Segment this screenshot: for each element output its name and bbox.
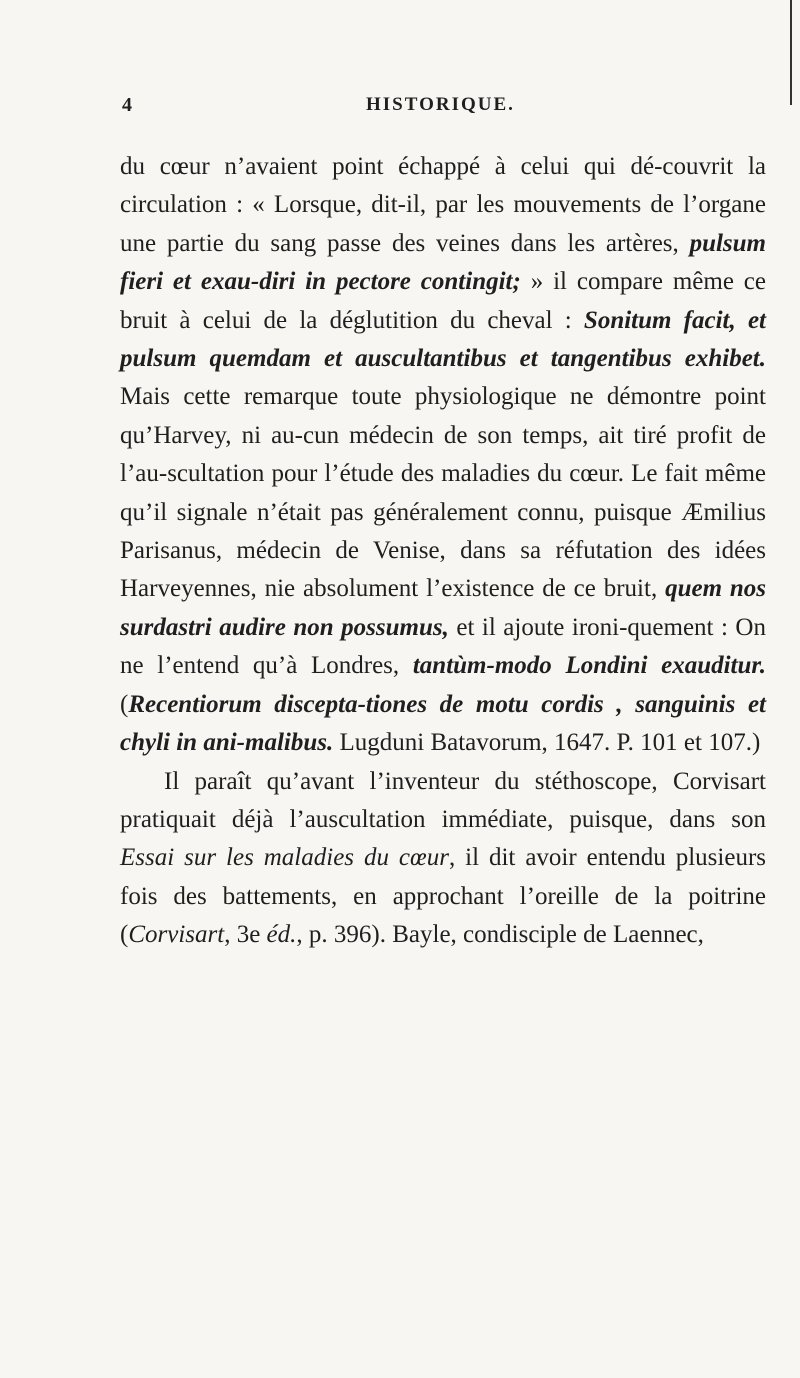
- page-number: 4: [122, 94, 133, 116]
- p1-segment-4: Sonitum facit, et pulsum quemdam et auscultantibus et tangentibus exhibet.: [120, 306, 766, 373]
- paragraph-2: [120, 763, 766, 955]
- p2-segment-1: Il paraît qu’avant l’inventeur du stéthoscope, Corvisart pratiquait déjà l’auscultation immédiate, puisque, dans son: [120, 767, 766, 833]
- p1-segment-7: et il ajoute ironi-quement : On ne l’entend qu’à Londres,: [120, 613, 766, 680]
- p2-segment-3: , il dit avoir entendu plusieurs fois des battements, en approchant l’oreille de la poitrine (: [120, 844, 766, 949]
- page-header: [122, 94, 742, 128]
- p1-segment-6: quem nos surdastri audire non possumus,: [120, 575, 766, 641]
- p1-segment-2: pulsum fieri et exau-diri in pectore contingit;: [120, 229, 766, 296]
- p1-segment-9: (: [120, 690, 129, 718]
- p1-segment-5: Mais cette remarque toute physiologique ne démontre point qu’Harvey, ni au-cun médecin de son temps, ait tiré profit de l’au-scultation pour l’étude des maladies du cœur. Le fait même qu’il signale n’était pas généralement connu, puisque Æmilius Parisanus, médecin de Venise, dans sa réfutation des idées Harveyennes, nie absolument l’existence de ce bruit,: [120, 383, 766, 603]
- page-edge-line: [790, 0, 792, 105]
- p1-segment-3: » il compare même ce bruit à celui de la déglutition du cheval :: [120, 268, 766, 334]
- running-head: HISTORIQUE.: [366, 94, 515, 115]
- p2-segment-2: Essai sur les maladies du cœur: [120, 844, 449, 872]
- p1-segment-1: du cœur n’avaient point échappé à celui qui dé-couvrit la circulation : « Lorsque, dit-il, par les mouvements de l’organe une partie du sang passe des veines dans les artères,: [120, 153, 766, 257]
- p2-segment-4: Corvisart: [128, 921, 225, 949]
- paragraph-1: [120, 148, 766, 763]
- p2-segment-5: , 3e: [224, 921, 267, 949]
- p1-segment-11: Lugduni Batavorum, 1647. P. 101 et 107.): [333, 729, 761, 757]
- p2-segment-6: éd.: [266, 921, 297, 949]
- p1-segment-10: Recentiorum discepta-tiones de motu cordis , sanguinis et chyli in ani-malibus.: [120, 690, 766, 757]
- p1-segment-8: tantùm-modo Londini exauditur.: [412, 652, 766, 680]
- body-text: [120, 148, 766, 955]
- p2-segment-7: , p. 396). Bayle, condisciple de Laennec,: [296, 921, 704, 949]
